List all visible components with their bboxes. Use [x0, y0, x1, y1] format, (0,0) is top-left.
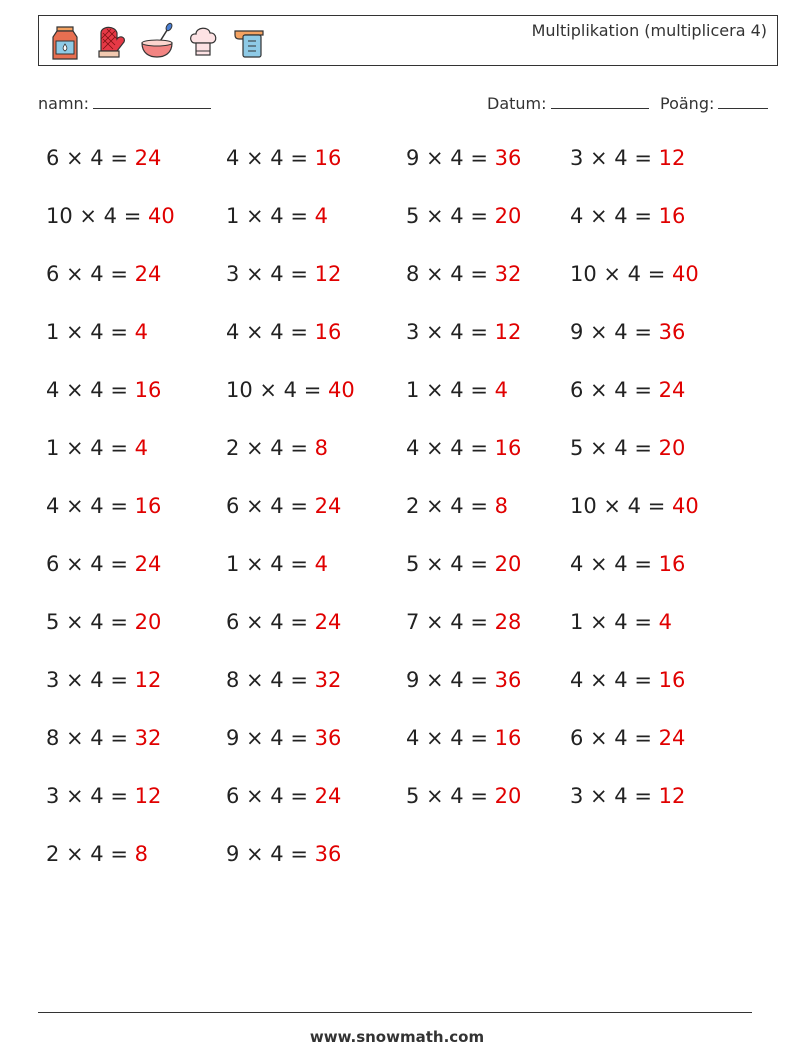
milk-carton-icon — [47, 21, 83, 61]
problem-question: 4 × 4 = — [406, 436, 495, 460]
problem-question: 2 × 4 = — [46, 842, 135, 866]
problem-answer: 36 — [314, 842, 342, 866]
problem-question: 4 × 4 = — [570, 552, 659, 576]
problem-question: 6 × 4 = — [226, 494, 315, 518]
problem-question: 6 × 4 = — [570, 726, 659, 750]
problem-answer: 24 — [134, 146, 162, 170]
problem-item — [570, 726, 685, 750]
problem-item — [226, 726, 341, 750]
problem-answer: 16 — [658, 204, 686, 228]
problem-answer: 16 — [658, 552, 686, 576]
problem-question: 8 × 4 = — [46, 726, 135, 750]
problem-item — [406, 204, 521, 228]
problem-question: 3 × 4 = — [226, 262, 315, 286]
problem-question: 4 × 4 = — [570, 204, 659, 228]
name-blank-line[interactable] — [93, 92, 211, 109]
problem-question: 4 × 4 = — [226, 320, 315, 344]
problem-answer: 4 — [314, 552, 328, 576]
problem-item — [226, 378, 355, 402]
problem-question: 10 × 4 = — [570, 262, 672, 286]
problem-question: 10 × 4 = — [46, 204, 148, 228]
problem-question: 9 × 4 = — [226, 726, 315, 750]
problem-item — [226, 668, 341, 692]
problem-question: 10 × 4 = — [570, 494, 672, 518]
problem-question: 7 × 4 = — [406, 610, 495, 634]
problem-item — [226, 204, 328, 228]
problem-question: 9 × 4 = — [406, 668, 495, 692]
problem-item — [570, 436, 685, 460]
problem-answer: 36 — [314, 726, 342, 750]
problem-answer: 16 — [134, 494, 162, 518]
problem-answer: 32 — [134, 726, 162, 750]
problem-question: 5 × 4 = — [406, 552, 495, 576]
problem-answer: 16 — [494, 436, 522, 460]
problem-answer: 32 — [314, 668, 342, 692]
problem-item — [570, 146, 685, 170]
problem-item — [406, 262, 521, 286]
problem-answer: 8 — [314, 436, 328, 460]
problem-item — [226, 842, 341, 866]
problem-item — [406, 494, 508, 518]
problem-question: 8 × 4 = — [406, 262, 495, 286]
problem-question: 8 × 4 = — [226, 668, 315, 692]
problem-question: 1 × 4 = — [570, 610, 659, 634]
problem-item — [406, 436, 521, 460]
problem-answer: 12 — [314, 262, 342, 286]
problem-item — [226, 552, 328, 576]
problem-question: 6 × 4 = — [46, 146, 135, 170]
problem-question: 6 × 4 = — [46, 262, 135, 286]
problem-answer: 20 — [494, 204, 522, 228]
problem-item — [46, 726, 161, 750]
problem-answer: 20 — [494, 552, 522, 576]
problem-question: 4 × 4 = — [226, 146, 315, 170]
problem-item — [46, 262, 161, 286]
icon-strip — [47, 21, 267, 61]
date-label: Datum: — [487, 94, 547, 113]
problem-item — [406, 552, 521, 576]
problem-item — [406, 610, 521, 634]
problem-item — [226, 262, 341, 286]
problem-item — [46, 610, 161, 634]
problem-answer: 40 — [327, 378, 355, 402]
problem-question: 5 × 4 = — [406, 784, 495, 808]
problem-answer: 20 — [658, 436, 686, 460]
problem-item — [46, 668, 161, 692]
problem-answer: 4 — [134, 436, 148, 460]
problem-item — [226, 146, 341, 170]
problem-answer: 20 — [494, 784, 522, 808]
chef-hat-icon — [185, 21, 221, 61]
date-blank-line[interactable] — [551, 92, 649, 109]
problem-answer: 12 — [134, 668, 162, 692]
problem-item — [406, 378, 508, 402]
score-blank-line[interactable] — [718, 92, 768, 109]
problem-question: 6 × 4 = — [570, 378, 659, 402]
name-label: namn: — [38, 94, 90, 113]
problem-item — [46, 320, 148, 344]
problem-question: 1 × 4 = — [406, 378, 495, 402]
problem-question: 1 × 4 = — [226, 552, 315, 576]
problem-question: 3 × 4 = — [406, 320, 495, 344]
problem-answer: 4 — [314, 204, 328, 228]
problem-answer: 4 — [494, 378, 508, 402]
problem-answer: 40 — [147, 204, 175, 228]
problem-question: 6 × 4 = — [46, 552, 135, 576]
problem-answer: 24 — [658, 378, 686, 402]
problem-question: 1 × 4 = — [46, 320, 135, 344]
name-field — [38, 92, 211, 113]
problem-answer: 28 — [494, 610, 522, 634]
measuring-cup-icon — [231, 21, 267, 61]
problem-item — [226, 494, 341, 518]
problem-question: 3 × 4 = — [570, 146, 659, 170]
problem-question: 4 × 4 = — [406, 726, 495, 750]
problem-answer: 24 — [314, 494, 342, 518]
problem-answer: 16 — [314, 320, 342, 344]
problem-answer: 8 — [494, 494, 508, 518]
problem-question: 1 × 4 = — [46, 436, 135, 460]
problem-question: 4 × 4 = — [46, 494, 135, 518]
problem-item — [570, 494, 699, 518]
problem-question: 1 × 4 = — [226, 204, 315, 228]
problem-item — [46, 784, 161, 808]
problem-answer: 8 — [134, 842, 148, 866]
problem-item — [46, 378, 161, 402]
problem-answer: 4 — [134, 320, 148, 344]
problem-item — [570, 262, 699, 286]
problem-answer: 16 — [314, 146, 342, 170]
problem-answer: 36 — [494, 146, 522, 170]
problem-question: 10 × 4 = — [226, 378, 328, 402]
date-field — [487, 92, 649, 113]
footer-divider — [38, 1012, 752, 1013]
problem-item — [570, 668, 685, 692]
problem-answer: 12 — [658, 146, 686, 170]
problem-answer: 12 — [134, 784, 162, 808]
problem-answer: 24 — [658, 726, 686, 750]
problem-question: 6 × 4 = — [226, 784, 315, 808]
problem-question: 9 × 4 = — [226, 842, 315, 866]
problem-answer: 20 — [134, 610, 162, 634]
problem-item — [406, 668, 521, 692]
problem-question: 5 × 4 = — [406, 204, 495, 228]
problem-question: 5 × 4 = — [46, 610, 135, 634]
problem-answer: 40 — [671, 262, 699, 286]
problem-answer: 12 — [494, 320, 522, 344]
problem-item — [406, 726, 521, 750]
problem-answer: 24 — [134, 262, 162, 286]
problem-question: 3 × 4 = — [570, 784, 659, 808]
problem-item — [570, 610, 672, 634]
problem-answer: 16 — [494, 726, 522, 750]
problem-item — [570, 552, 685, 576]
problem-item — [46, 204, 175, 228]
problem-answer: 16 — [658, 668, 686, 692]
problem-question: 4 × 4 = — [46, 378, 135, 402]
problem-question: 2 × 4 = — [406, 494, 495, 518]
problem-question: 9 × 4 = — [406, 146, 495, 170]
problem-question: 3 × 4 = — [46, 784, 135, 808]
problem-answer: 24 — [134, 552, 162, 576]
problem-item — [570, 320, 685, 344]
problem-question: 5 × 4 = — [570, 436, 659, 460]
problem-item — [46, 146, 161, 170]
problem-answer: 12 — [658, 784, 686, 808]
problem-answer: 16 — [134, 378, 162, 402]
problem-answer: 36 — [494, 668, 522, 692]
problem-answer: 36 — [658, 320, 686, 344]
problem-item — [570, 784, 685, 808]
problem-item — [226, 436, 328, 460]
problem-item — [46, 842, 148, 866]
mixing-bowl-whisk-icon — [139, 21, 175, 61]
problem-question: 6 × 4 = — [226, 610, 315, 634]
score-label: Poäng: — [660, 94, 715, 113]
score-field — [660, 92, 768, 113]
problem-answer: 32 — [494, 262, 522, 286]
problem-answer: 24 — [314, 610, 342, 634]
problem-item — [570, 378, 685, 402]
worksheet-title: Multiplikation (multiplicera 4) — [531, 21, 767, 40]
problem-item — [406, 146, 521, 170]
problem-question: 4 × 4 = — [570, 668, 659, 692]
problem-item — [46, 494, 161, 518]
worksheet-header — [38, 15, 778, 66]
problem-question: 3 × 4 = — [46, 668, 135, 692]
problem-question: 2 × 4 = — [226, 436, 315, 460]
problem-answer: 24 — [314, 784, 342, 808]
problem-answer: 40 — [671, 494, 699, 518]
problem-item — [46, 552, 161, 576]
problem-question: 9 × 4 = — [570, 320, 659, 344]
problem-answer: 4 — [658, 610, 672, 634]
footer-url: www.snowmath.com — [309, 1028, 485, 1046]
problem-item — [46, 436, 148, 460]
problem-item — [226, 320, 341, 344]
problem-item — [570, 204, 685, 228]
problem-item — [406, 320, 521, 344]
problem-item — [406, 784, 521, 808]
problem-item — [226, 784, 341, 808]
oven-mitt-icon — [93, 21, 129, 61]
problem-item — [226, 610, 341, 634]
